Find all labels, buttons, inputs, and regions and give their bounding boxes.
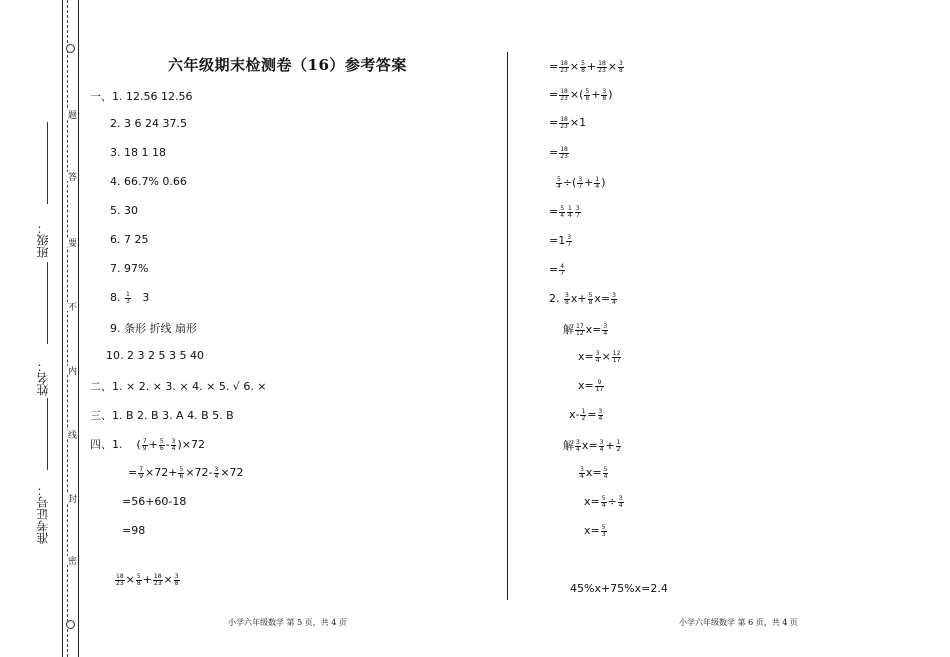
page-footer-right: 小学六年级数学 第 6 页，共 4 页 bbox=[679, 618, 798, 627]
step-line: x= $\frac{3}{4}$ × $\frac{12}{17}$ bbox=[578, 349, 621, 364]
answer-line: 一、1. 12.56 12.56 bbox=[90, 90, 193, 103]
exam-id-label: 准考证号： bbox=[36, 484, 50, 544]
step-line: 45%x+75%x=2.4 bbox=[570, 582, 668, 595]
answer-line: 2. 3 6 24 37.5 bbox=[110, 117, 187, 130]
step-line: x- $\frac{1}{2}$ = $\frac{3}{4}$ bbox=[569, 407, 603, 422]
seal-char: 题 bbox=[66, 110, 76, 119]
step-line: = $\frac{18}{23}$ bbox=[549, 145, 568, 160]
answer-line: 10. 2 3 2 5 3 5 40 bbox=[106, 349, 204, 362]
fraction: $\frac{1}{3}$ bbox=[126, 290, 130, 305]
column-separator bbox=[507, 52, 508, 600]
answer-line: 5. 30 bbox=[110, 204, 138, 217]
seal-char: 封 bbox=[66, 494, 76, 503]
binding-inner-line bbox=[78, 0, 79, 657]
class-label: 班级： bbox=[36, 222, 50, 258]
answer-line: 4. 66.7% 0.66 bbox=[110, 175, 187, 188]
answer-line-4-1: 四、1. ( $\frac{7}{9}$ + $\frac{5}{6}$ - $\frac{3}{4}$ )×72 bbox=[90, 437, 205, 452]
answer-line: 6. 7 25 bbox=[110, 233, 149, 246]
seal-char: 不 bbox=[66, 302, 76, 311]
step-line: $\frac{5}{4}$ ÷( $\frac{3}{7}$ + $\frac{1}{4}$ ) bbox=[557, 175, 606, 190]
step-line: = $\frac{4}{7}$ bbox=[549, 262, 565, 277]
name-label: 姓名： bbox=[36, 360, 50, 396]
step-line: = $\frac{5}{4}$ $\frac{1}{4}$ $\frac{3}{7}$ bbox=[549, 204, 580, 219]
answer-text: ×72 bbox=[181, 438, 205, 451]
answer-text: 3 bbox=[142, 291, 150, 304]
page-title: 六年级期末检测卷（16）参考答案 bbox=[168, 56, 407, 74]
answer-text: 四、1. bbox=[90, 438, 123, 451]
step-line: = $\frac{18}{23}$ ×( $\frac{5}{8}$ + $\frac{3}{8}$ ) bbox=[549, 87, 613, 102]
answer-line-8 bbox=[110, 291, 149, 305]
answer-line: 3. 18 1 18 bbox=[110, 146, 166, 159]
page-footer-left: 小学六年级数学 第 5 页，共 4 页 bbox=[228, 618, 347, 627]
step-line: $\frac{3}{4}$ x= $\frac{5}{4}$ bbox=[580, 465, 608, 480]
seal-char: 内 bbox=[66, 366, 76, 375]
binding-hole-bottom bbox=[66, 620, 75, 629]
step-line: =1 $\frac{3}{7}$ bbox=[549, 233, 572, 248]
exam-id-field-line[interactable] bbox=[47, 398, 48, 470]
seal-char: 要 bbox=[66, 238, 76, 247]
seal-char: 线 bbox=[66, 430, 76, 439]
answer-text: 8. bbox=[110, 291, 121, 304]
step-line: =56+60-18 bbox=[122, 495, 187, 508]
step-line: = $\frac{18}{23}$ ×1 bbox=[549, 115, 587, 130]
step-line: = $\frac{7}{9}$ ×72+ $\frac{5}{6}$ ×72- $\frac{3}{4}$ ×72 bbox=[128, 465, 244, 480]
step-line: 解 $\frac{3}{4}$ x= $\frac{3}{4}$ + $\frac{1}{2}$ bbox=[563, 438, 621, 453]
step-line: = $\frac{18}{23}$ × $\frac{5}{8}$ + $\frac{18}{23}$ × $\frac{3}{8}$ bbox=[549, 59, 623, 74]
answer-line: 7. 97% bbox=[110, 262, 149, 275]
step-line: $\frac{18}{23}$ × $\frac{5}{8}$ + $\frac{18}{23}$ × $\frac{3}{8}$ bbox=[116, 572, 179, 587]
step-line: x= $\frac{5}{4}$ ÷ $\frac{3}{4}$ bbox=[584, 494, 623, 509]
class-field-line[interactable] bbox=[47, 122, 48, 204]
step-line: =98 bbox=[122, 524, 146, 537]
answer-line: 二、1. × 2. × 3. × 4. × 5. √ 6. × bbox=[90, 380, 267, 393]
name-field-line[interactable] bbox=[47, 262, 48, 344]
answer-line: 9. 条形 折线 扇形 bbox=[110, 322, 197, 335]
step-line: 解 $\frac{17}{12}$ x= $\frac{3}{4}$ bbox=[563, 322, 608, 337]
seal-char: 答 bbox=[66, 172, 76, 181]
step-line: x= $\frac{9}{17}$ bbox=[578, 378, 604, 393]
seal-char: 密 bbox=[66, 556, 76, 565]
step-line: x= $\frac{5}{3}$ bbox=[584, 523, 606, 538]
answer-line: 三、1. B 2. B 3. A 4. B 5. B bbox=[90, 409, 234, 422]
step-line: 2. $\frac{3}{8}$ x+ $\frac{5}{8}$ x= $\frac{3}{4}$ bbox=[549, 291, 616, 306]
binding-border-line bbox=[62, 0, 63, 657]
binding-hole-top bbox=[66, 44, 75, 53]
